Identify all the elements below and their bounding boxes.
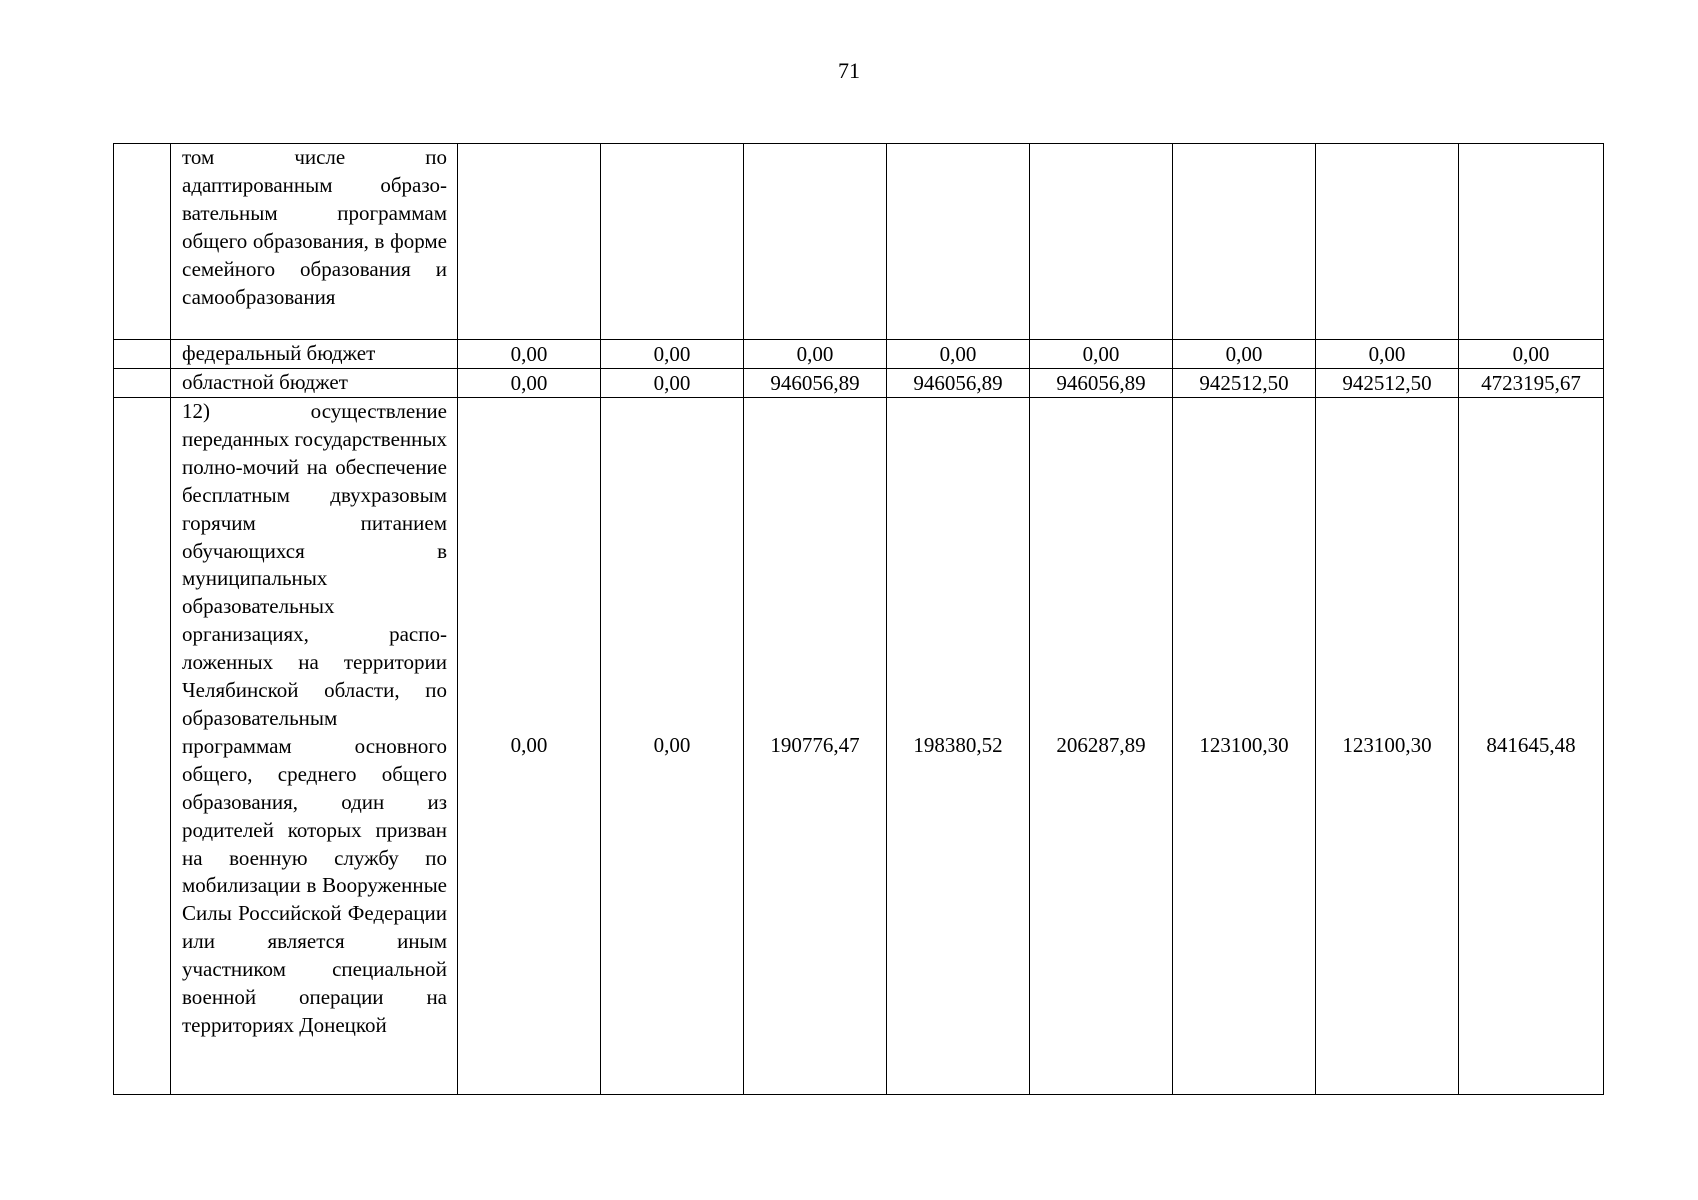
budget-table bbox=[113, 143, 1604, 1095]
table-row bbox=[114, 398, 1604, 1095]
row-description: областной бюджет bbox=[171, 369, 458, 398]
value-cell: 206287,89 bbox=[1030, 398, 1173, 1095]
value-cell bbox=[1459, 144, 1604, 340]
row-description: том числе по адаптированным образо-вательным программам общего образования, в форме семейного образования и самообразования bbox=[171, 144, 458, 340]
value-cell: 0,00 bbox=[887, 340, 1030, 369]
value-cell: 4723195,67 bbox=[1459, 369, 1604, 398]
table-row bbox=[114, 369, 1604, 398]
value-cell bbox=[458, 144, 601, 340]
value-cell: 198380,52 bbox=[887, 398, 1030, 1095]
value-cell bbox=[601, 144, 744, 340]
row-number-cell bbox=[114, 369, 171, 398]
value-cell: 0,00 bbox=[601, 369, 744, 398]
row-description: 12) осуществление переданных государственных полно-мочий на обеспечение бесплатным двухразовым горячим питанием обучающихся в муниципальных образовательных организациях, распо-ложенных на территории Челябинской области, по образовательным программам основного общего, среднего общего образования, один из родителей которых призван на военную службу по мобилизации в Вооруженные Силы Российской Федерации или является иным участником специальной военной операции на территориях Донецкой bbox=[171, 398, 458, 1095]
value-cell bbox=[744, 144, 887, 340]
value-cell: 0,00 bbox=[1316, 340, 1459, 369]
value-cell: 942512,50 bbox=[1173, 369, 1316, 398]
value-cell: 0,00 bbox=[601, 340, 744, 369]
row-number-cell bbox=[114, 398, 171, 1095]
value-cell bbox=[1030, 144, 1173, 340]
value-cell: 0,00 bbox=[458, 398, 601, 1095]
value-cell: 0,00 bbox=[1459, 340, 1604, 369]
value-cell: 841645,48 bbox=[1459, 398, 1604, 1095]
value-cell: 0,00 bbox=[1173, 340, 1316, 369]
value-cell bbox=[1316, 144, 1459, 340]
value-cell: 946056,89 bbox=[1030, 369, 1173, 398]
value-cell bbox=[887, 144, 1030, 340]
value-cell: 0,00 bbox=[458, 340, 601, 369]
row-description: федеральный бюджет bbox=[171, 340, 458, 369]
row-number-cell bbox=[114, 144, 171, 340]
value-cell: 0,00 bbox=[1030, 340, 1173, 369]
value-cell: 0,00 bbox=[744, 340, 887, 369]
value-cell: 946056,89 bbox=[744, 369, 887, 398]
value-cell: 123100,30 bbox=[1316, 398, 1459, 1095]
value-cell: 123100,30 bbox=[1173, 398, 1316, 1095]
page-number: 71 bbox=[838, 58, 860, 83]
value-cell: 946056,89 bbox=[887, 369, 1030, 398]
value-cell: 942512,50 bbox=[1316, 369, 1459, 398]
value-cell: 0,00 bbox=[601, 398, 744, 1095]
table-row bbox=[114, 340, 1604, 369]
row-number-cell bbox=[114, 340, 171, 369]
value-cell bbox=[1173, 144, 1316, 340]
table-row bbox=[114, 144, 1604, 340]
value-cell: 0,00 bbox=[458, 369, 601, 398]
value-cell: 190776,47 bbox=[744, 398, 887, 1095]
